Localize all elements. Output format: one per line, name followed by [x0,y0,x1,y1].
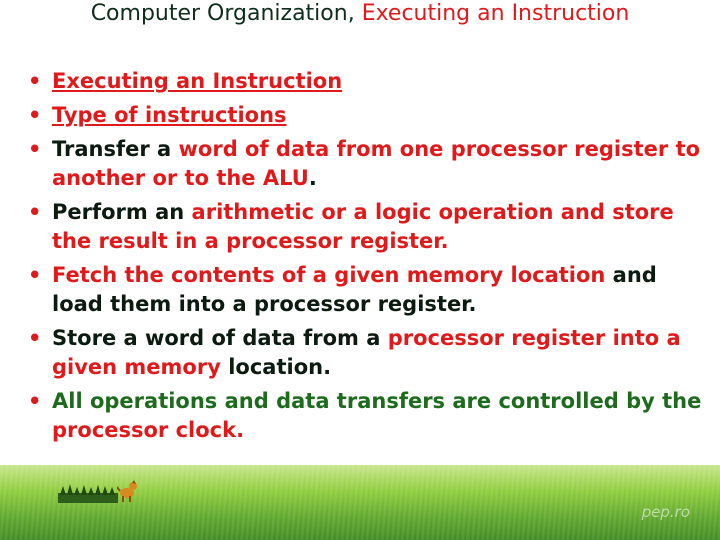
bullet-item [26,67,710,96]
bullet-item [26,198,710,256]
bullet-item [26,387,710,445]
bullet-dot-icon: • [28,103,42,127]
bullet-list [26,67,710,450]
bullet-text-segment: All operations and data transfers are controlled by the [52,389,702,413]
bullet-text-segment: and load them into a processor register. [52,263,657,316]
bullet-dot-icon: • [28,69,42,93]
title-part-2: Executing an Instruction [361,1,630,26]
bullet-text-segment: location. [220,355,332,379]
bullet-text-segment: Transfer a [52,137,179,161]
bullet-text-segment: processor register into a given memory [52,326,681,379]
bullet-text-segment: processor clock. [52,418,245,442]
bullet-dot-icon: • [28,200,42,224]
bullet-text-segment: Perform an [52,200,192,224]
bullet-item [26,261,710,319]
dog-icon [117,477,139,503]
bullet-dot-icon: • [28,389,42,413]
bullet-text-segment: Fetch the contents of a given memory location [52,263,606,287]
bullet-text-segment: Type of instructions [52,103,287,127]
title-part-1: Computer Organization, [90,1,362,26]
bullet-item [26,324,710,382]
bullet-dot-icon: • [28,137,42,161]
bullet-dot-icon: • [28,326,42,350]
bullet-dot-icon: • [28,263,42,287]
bullet-item [26,101,710,130]
tree-row-icon [58,483,118,503]
bullet-text-segment: word of data from one processor register to another or to the ALU [52,137,701,190]
footer-logo-text: pep.ro [641,503,690,521]
bullet-text-segment: Store a word of data from a [52,326,388,350]
bullet-text-segment: Executing an Instruction [52,69,343,93]
slide-title [0,0,720,28]
bullet-text-segment: arithmetic or a logic operation and store the result in a processor register. [52,200,674,253]
bullet-item [26,135,710,193]
bullet-text-segment: . [308,166,317,190]
